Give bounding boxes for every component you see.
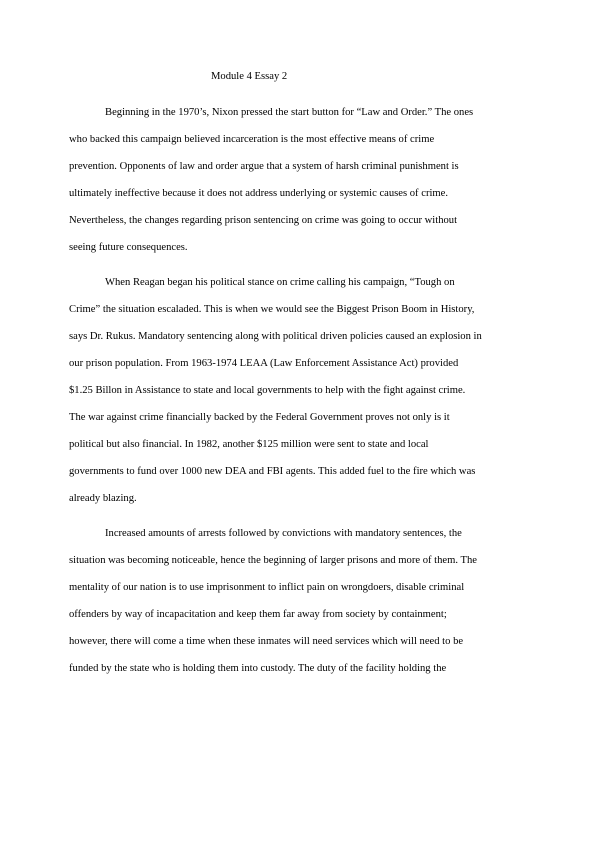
paragraph-2-line-9: already blazing. [69, 493, 137, 504]
paragraph-2-line-1: When Reagan began his political stance on crime calling his campaign, “Tough on [105, 277, 455, 288]
essay-title: Module 4 Essay 2 [211, 71, 288, 82]
paragraph-2-line-6: The war against crime financially backed by the Federal Government proves not only is it [69, 412, 450, 423]
paragraph-3-line-1: Increased amounts of arrests followed by convictions with mandatory sentences, the [105, 528, 462, 539]
paragraph-3-line-6: funded by the state who is holding them into custody. The duty of the facility holding the [69, 663, 447, 674]
paragraph-2-line-4: our prison population. From 1963-1974 LEAA (Law Enforcement Assistance Act) provided [69, 358, 459, 369]
paragraph-2-line-2: Crime” the situation escaladed. This is when we would see the Biggest Prison Boom in History, [69, 304, 475, 315]
paragraph-2-line-8: governments to fund over 1000 new DEA and FBI agents. This added fuel to the fire which was [69, 466, 476, 477]
paragraph-1-line-4: ultimately ineffective because it does not address underlying or systemic causes of crime. [69, 188, 449, 199]
paragraph-1-line-3: prevention. Opponents of law and order argue that a system of harsh criminal punishment is [69, 161, 459, 172]
paragraph-1-line-6: seeing future consequences. [69, 242, 188, 253]
paragraph-3-line-2: situation was becoming noticeable, hence the beginning of larger prisons and more of them. The [69, 555, 477, 566]
paragraph-3-line-4: offenders by way of incapacitation and keep them far away from society by containment; [69, 609, 447, 620]
paragraph-2-line-3: says Dr. Rukus. Mandatory sentencing along with political driven policies caused an explosion in [69, 331, 482, 342]
paragraph-1-line-5: Nevertheless, the changes regarding prison sentencing on crime was going to occur without [69, 215, 458, 226]
paragraph-2-line-7: political but also financial. In 1982, another $125 million were sent to state and local [69, 439, 429, 450]
paragraph-3-line-5: however, there will come a time when these inmates will need services which will need to be [69, 636, 464, 647]
paragraph-3-line-3: mentality of our nation is to use imprisonment to inflict pain on wrongdoers, disable criminal [69, 582, 465, 593]
paragraph-1-line-1: Beginning in the 1970’s, Nixon pressed the start button for “Law and Order.” The ones [105, 107, 474, 118]
paragraph-2-line-5: $1.25 Billon in Assistance to state and local governments to help with the fight against crime. [69, 385, 466, 396]
paragraph-1-line-2: who backed this campaign believed incarceration is the most effective means of crime [69, 134, 435, 145]
